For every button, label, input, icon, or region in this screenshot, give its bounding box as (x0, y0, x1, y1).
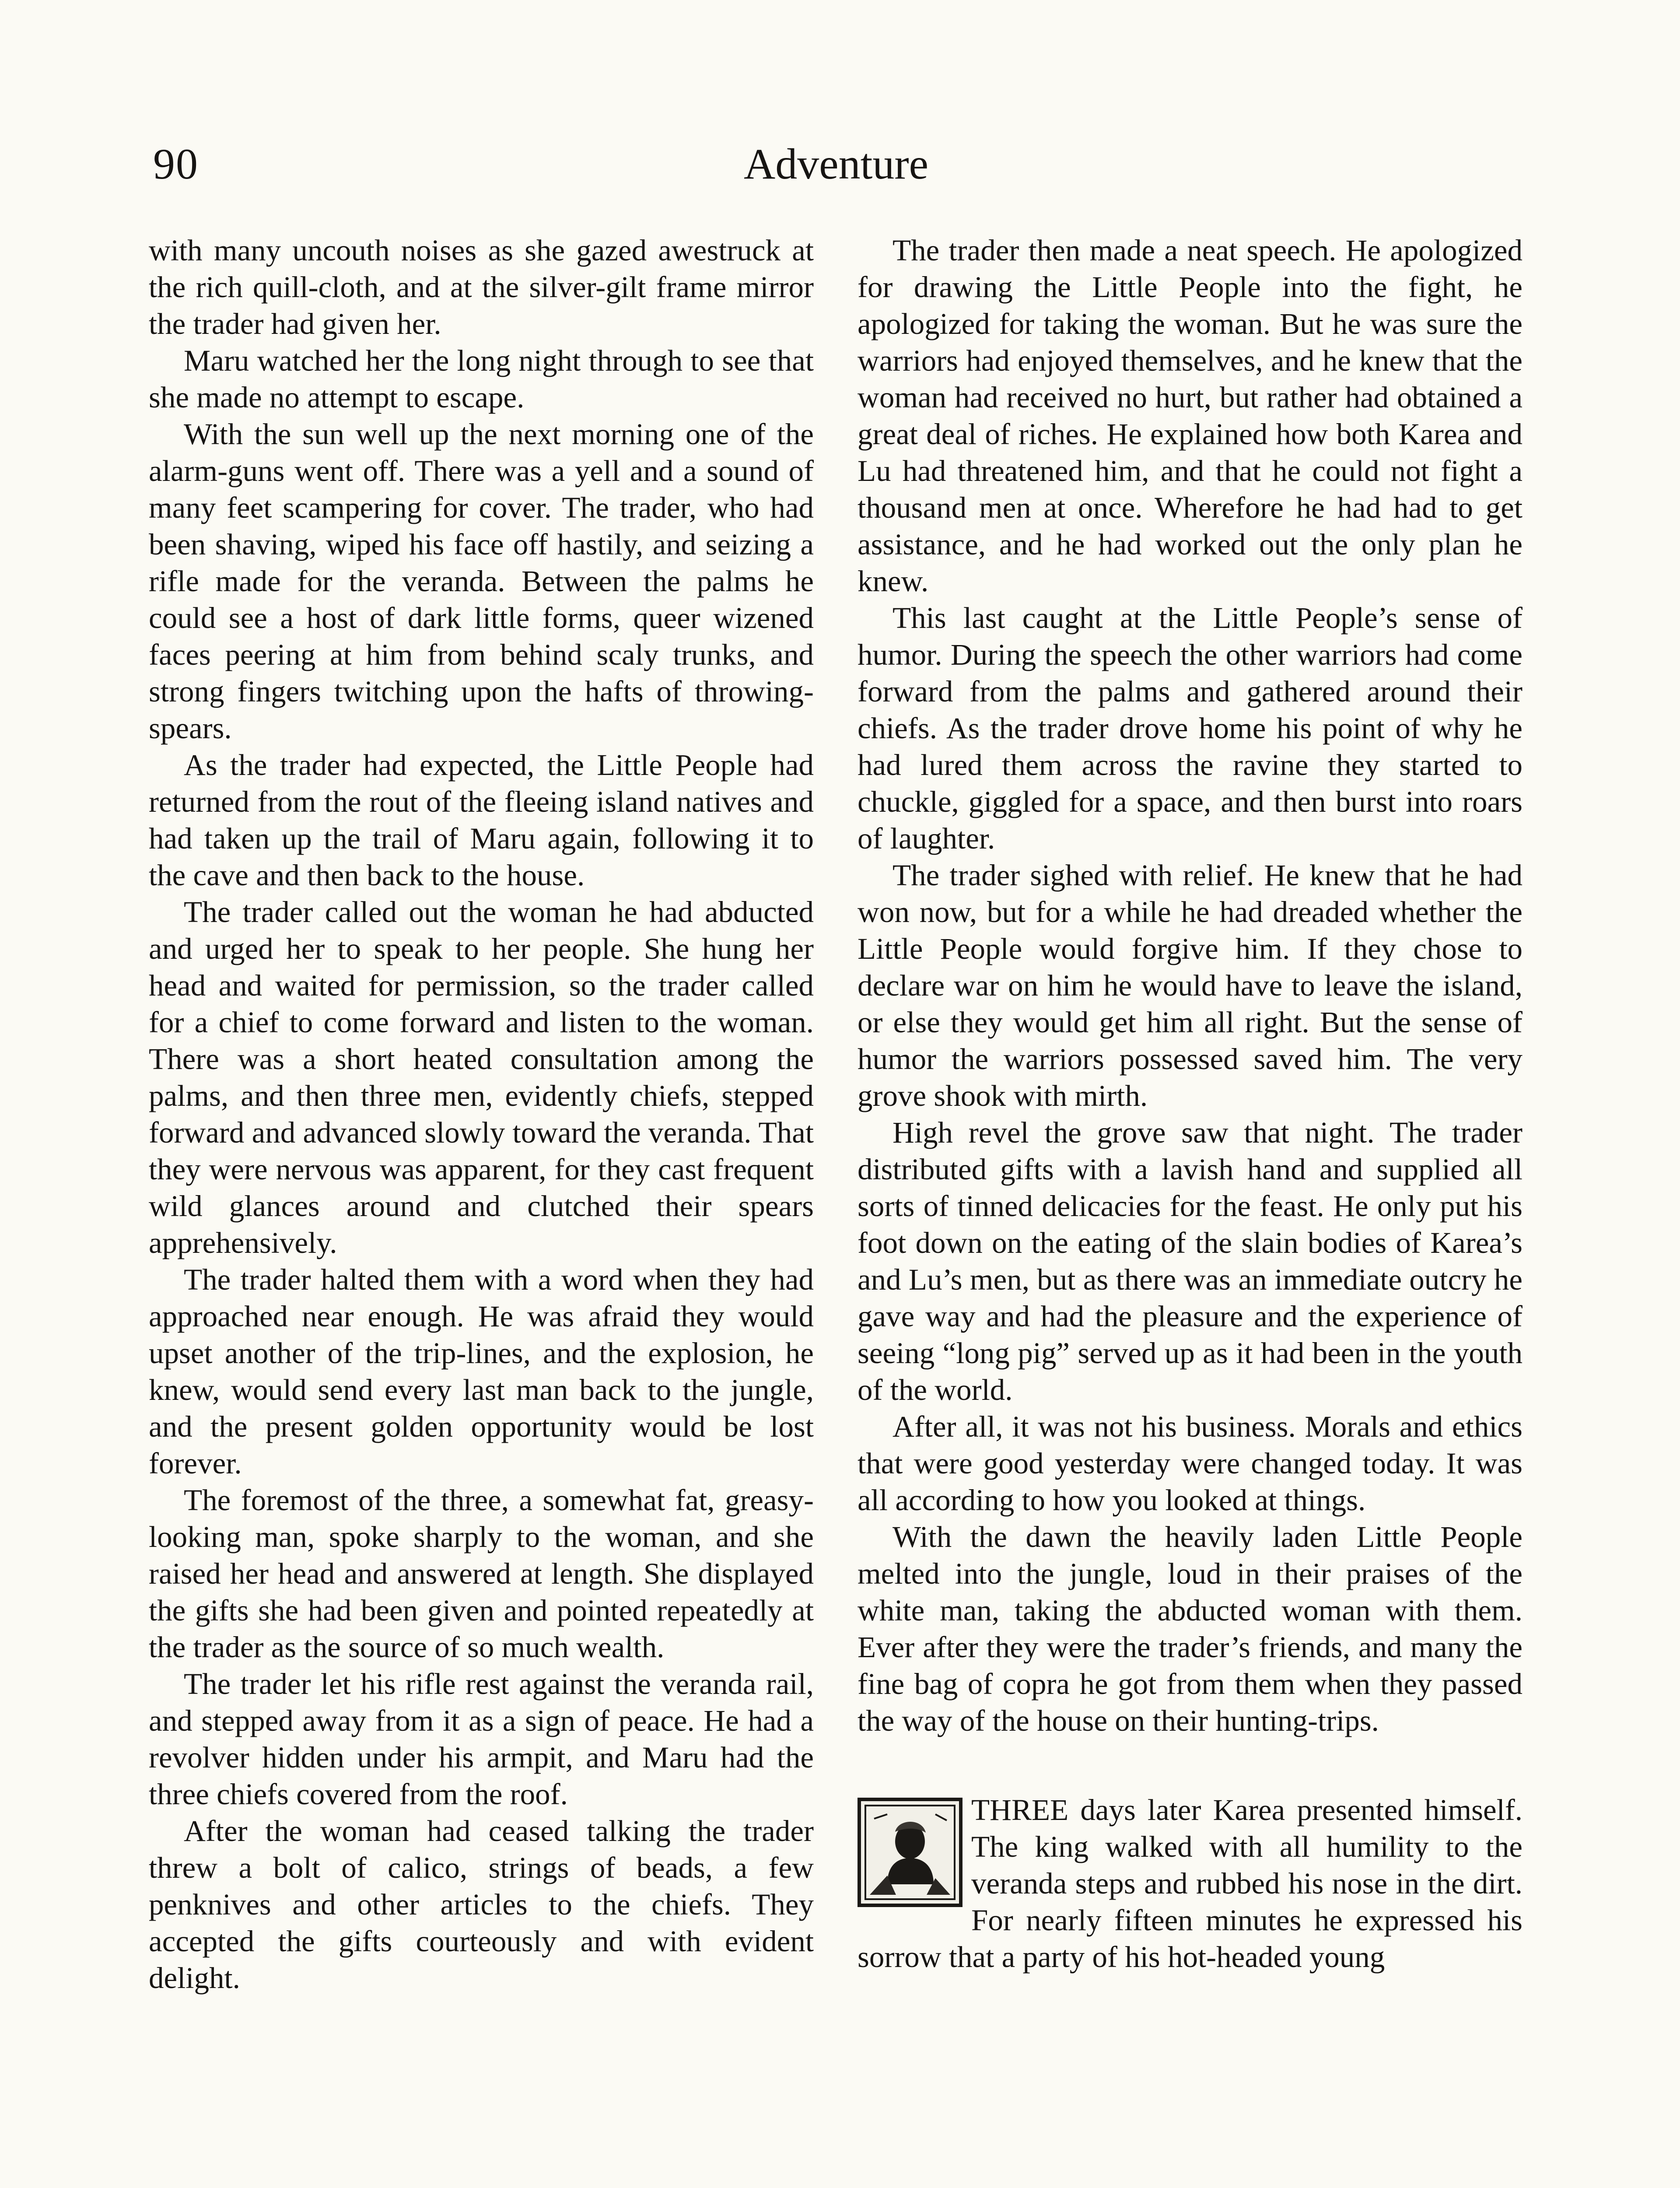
running-head-title: Adventure (744, 140, 929, 188)
paragraph: Maru watched her the long night through to see that she made no attempt to escape. (149, 344, 814, 414)
left-column (149, 232, 814, 1996)
paragraph: High revel the grove saw that night. The trader distributed gifts with a lavish hand and supplied all sorts of tinned delicacies for the feast. He only put his foot down on the eating of the slain bodies of Karea’s and Lu’s men, but as there was an immediate outcry he gave way and had the pleasure and the experience of seeing “long pig” served up as it had been in the youth of the world. (858, 1116, 1522, 1406)
page-number: 90 (153, 140, 199, 188)
right-column (858, 232, 1522, 1975)
paragraph: As the trader had expected, the Little People had returned from the rout of the fleeing island natives and had taken up the trail of Maru again, following it to the cave and then back to the house. (149, 748, 814, 892)
section-opening-paragraph (858, 1792, 1522, 1975)
portrait-vignette-icon (861, 1801, 959, 1904)
section-lead-in: THREE (971, 1793, 1069, 1827)
paragraph: The trader called out the woman he had abducted and urged her to speak to her people. She hung her head and waited for permission, so the trader called for a chief to come forward and listen to the woman. There was a short heated consultation among the palms, and then three men, evidently chiefs, stepped forward and advanced slowly toward the veranda. That they were nervous was apparent, for they cast frequent wild glances around and clutched their spears apprehensively. (149, 895, 814, 1259)
paragraph: The foremost of the three, a somewhat fat, greasy-looking man, spoke sharply to the woman, and she raised her head and answered at length. She displayed the gifts she had been given and pointed repeatedly at the trader as the source of so much wealth. (149, 1483, 814, 1664)
paragraph: The trader halted them with a word when they had approached near enough. He was afraid they would upset another of the trip-lines, and the explosion, he knew, would send every last man back to the jungle, and the present golden opportunity would be lost forever. (149, 1263, 814, 1480)
paragraph: with many uncouth noises as she gazed awestruck at the rich quill-cloth, and at the silver-gilt frame mirror the trader had given her. (149, 234, 814, 340)
paragraph: After the woman had ceased talking the trader threw a bolt of calico, strings of beads, a few penknives and other articles to the chiefs. They accepted the gifts courteously and with evident delight. (149, 1814, 814, 1995)
paragraph: The trader sighed with relief. He knew that he had won now, but for a while he had dreaded whether the Little People would forgive him. If they chose to declare war on him he would have to leave the island, or else they would get him all right. But the sense of humor the warriors possessed saved him. The very grove shook with mirth. (858, 859, 1522, 1112)
paragraph: After all, it was not his business. Morals and ethics that were good yesterday were changed today. It was all according to how you looked at things. (858, 1410, 1522, 1517)
paragraph: The trader then made a neat speech. He apologized for drawing the Little People into the fight, he apologized for taking the woman. But he was sure the warriors had enjoyed themselves, and he knew that the woman had received no hurt, but rather had obtained a great deal of riches. He explained how both Karea and Lu had threatened him, and that he could not fight a thousand men at once. Wherefore he had had to get assistance, and he had worked out the only plan he knew. (858, 234, 1522, 598)
paragraph: With the sun well up the next morning one of the alarm-guns went off. There was a yell and a sound of many feet scampering for cover. The trader, who had been shaving, wiped his face off hastily, and seizing a rifle made for the veranda. Between the palms he could see a host of dark little forms, queer wizened faces peering at him from behind scaly trunks, and strong fingers twitching upon the hafts of throwing-spears. (149, 417, 814, 745)
decorative-initial-illustration (858, 1798, 962, 1907)
paragraph: With the dawn the heavily laden Little People melted into the jungle, loud in their praises of the white man, taking the abducted woman with them. Ever after they were the trader’s friends, and many the fine bag of copra he got from them when they passed the way of the house on their hunting-trips. (858, 1520, 1522, 1737)
paragraph: The trader let his rifle rest against the veranda rail, and stepped away from it as a sign of peace. He had a revolver hidden under his armpit, and Maru had the three chiefs covered from the roof. (149, 1667, 814, 1811)
paragraph: This last caught at the Little People’s sense of humor. During the speech the other warriors had come forward from the palms and gathered around their chiefs. As the trader drove home his point of why he had lured them across the ravine they started to chuckle, giggled for a space, and then burst into roars of laughter. (858, 601, 1522, 855)
section-text: days later Karea presented himself. The king walked with all humility to the veranda steps and rubbed his nose in the dirt. For nearly fifteen minutes he expressed his sorrow that a party of his hot-headed young (858, 1793, 1522, 1974)
